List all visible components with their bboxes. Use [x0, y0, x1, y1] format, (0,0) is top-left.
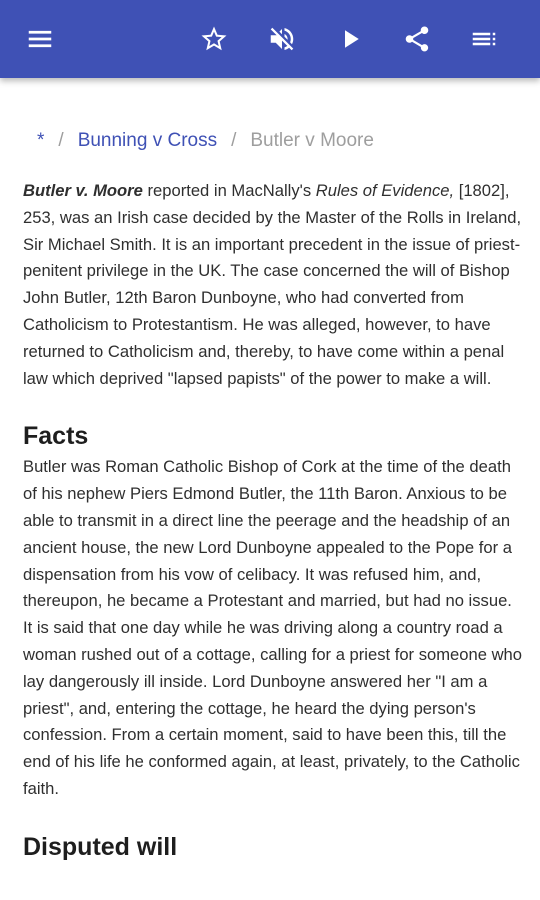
volume-off-icon: [267, 24, 297, 54]
intro-paragraph: [23, 178, 523, 392]
table-of-contents-button[interactable]: [464, 19, 504, 59]
favorite-button[interactable]: [194, 19, 234, 59]
breadcrumb-parent-link[interactable]: Bunning v Cross: [77, 130, 218, 151]
breadcrumb: [37, 128, 374, 154]
article-content: [0, 78, 540, 900]
breadcrumb-current-page: Butler v Moore: [250, 130, 374, 151]
share-icon: [402, 24, 432, 54]
breadcrumb-home-link[interactable]: *: [37, 130, 45, 151]
play-button[interactable]: [330, 19, 370, 59]
menu-icon: [25, 24, 55, 54]
toc-icon: [469, 24, 499, 54]
play-icon: [335, 24, 365, 54]
app-bar: [0, 0, 540, 78]
source-title-italic: Rules of Evidence,: [315, 181, 455, 200]
facts-heading: Facts: [23, 422, 89, 451]
breadcrumb-separator: /: [58, 130, 64, 151]
article-body: [23, 178, 523, 865]
star-icon: [199, 24, 229, 54]
disputed-will-heading: Disputed will: [23, 832, 178, 861]
intro-text-part-2: [1802], 253, was an Irish case decided by the Master of the Rolls in Ireland, Sir Michael Smith. It is an important precedent in the issue of priest-penitent privilege in the UK. The case concerned the will of Bishop John Butler, 12th Baron Dunboyne, who had converted from Catholicism to Protestantism. He was alleged, however, to have returned to Catholicism and, thereby, to have come within a penal law which deprived "lapsed papists" of the power to make a will.: [23, 181, 522, 388]
intro-text-part-1: reported in MacNally's: [142, 181, 316, 200]
mute-button[interactable]: [262, 19, 302, 59]
facts-paragraph: Butler was Roman Catholic Bishop of Cork at the time of the death of his nephew Piers Edmond Butler, the 11th Baron. Anxious to be able to transmit in a direct line the peerage and the headship of an ancient house, the new Lord Dunboyne appealed to the Pope for a dispensation from his vow of celibacy. It was refused him, and, thereupon, he became a Protestant and married, but had no issue. It is said that one day while he was driving along a country road a woman rushed out of a cottage, calling for a priest for someone who lay dangerously ill inside. Lord Dunboyne answered her "I am a priest", and, entering the cottage, he heard the dying person's confession. From a certain moment, said to have been this, till the end of his life he conformed again, at least, privately, to the Catholic faith.: [23, 457, 523, 798]
menu-button[interactable]: [20, 19, 60, 59]
article-title-bold: Butler v. Moore: [23, 181, 143, 200]
share-button[interactable]: [397, 19, 437, 59]
breadcrumb-separator: /: [231, 130, 237, 151]
